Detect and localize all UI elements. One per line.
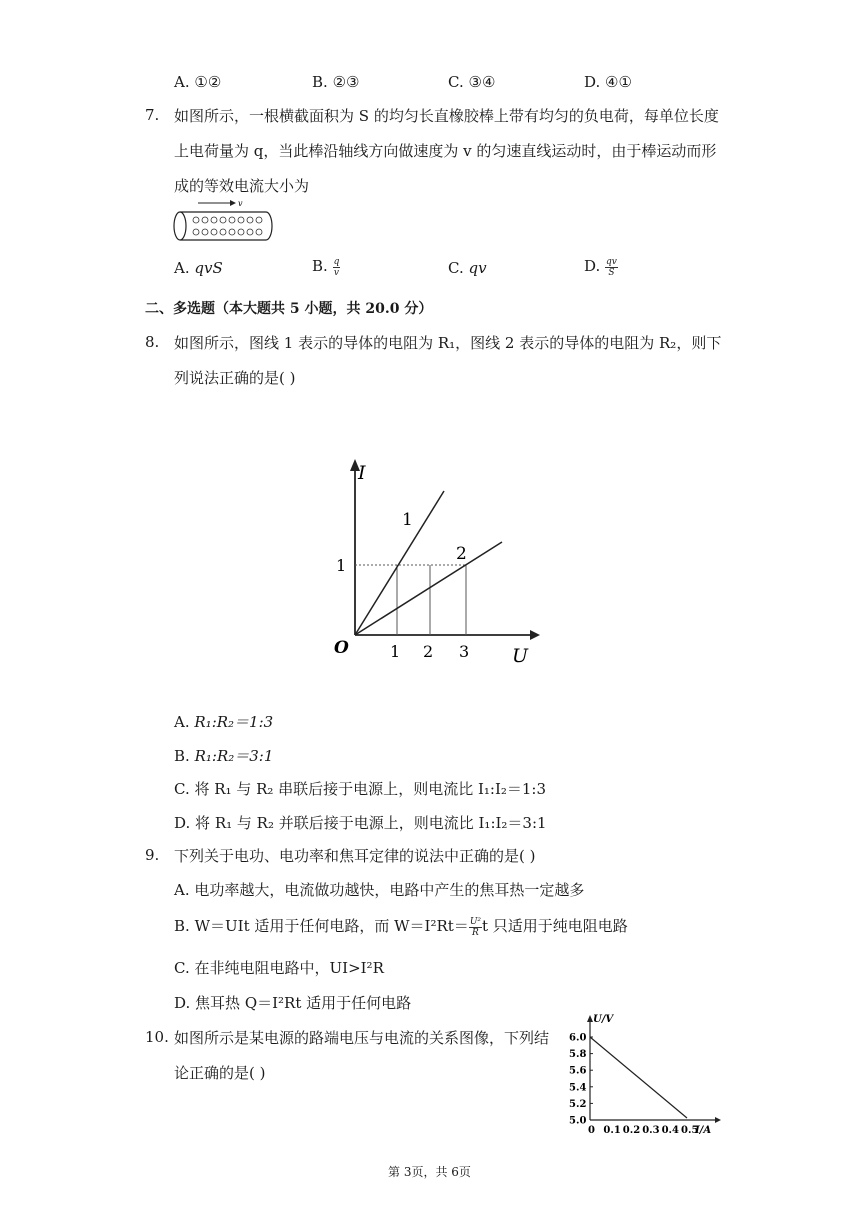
charge-mark [211, 229, 217, 235]
charge-mark [238, 217, 244, 223]
q8-line-2-label: 2 [456, 544, 467, 564]
q8-option-c: C. 将 R₁ 与 R₂ 串联后接于电源上，则电流比 I₁:I₂＝1:3 [174, 780, 547, 798]
q9-option-d: D. 焦耳热 Q＝I²Rt 适用于任何电路 [174, 994, 412, 1012]
q8-stem-line1: 如图所示，图线 1 表示的导体的电阻为 R₁，图线 2 表示的导体的电阻为 R₂，则下 [174, 334, 722, 352]
charge-mark [211, 217, 217, 223]
q6-option-a: A. ①② [174, 73, 222, 91]
charge-mark [238, 229, 244, 235]
q8-origin-label: O [334, 638, 349, 658]
q10-data-line [590, 1037, 687, 1118]
charge-mark [220, 217, 226, 223]
q8-x-tick-1: 1 [390, 642, 401, 661]
q10-x-tick: 0.1 [603, 1125, 621, 1136]
q8-x-tick-2: 2 [423, 642, 434, 661]
q10-x-tick: 0.5 [681, 1125, 699, 1136]
q9-option-b-fraction: $\frac{\text{U²}}{R}$ [469, 916, 482, 938]
q10-y-tick: 5.8 [569, 1049, 587, 1061]
q7-stem-line3: 成的等效电流大小为 [174, 177, 310, 195]
q9-stem: 下列关于电功、电功率和焦耳定律的说法中正确的是( ) [174, 847, 536, 865]
q7-option-c: C. qv [448, 259, 487, 277]
charge-mark [220, 229, 226, 235]
q7-option-b-fraction: $\frac{q}{v}$ [333, 256, 340, 278]
charge-mark [193, 229, 199, 235]
charge-mark [229, 229, 235, 235]
q7-option-a: A. qvS [174, 259, 223, 277]
q8-option-b: B. R₁:R₂＝3:1 [174, 747, 274, 765]
page-footer: 第 3页，共 6页 [388, 1165, 471, 1179]
q10-y-axis-label: U/V [593, 1014, 614, 1025]
charge-mark [202, 217, 208, 223]
q7-negative-charges [193, 217, 262, 235]
q8-x-tick-3: 3 [459, 642, 470, 661]
q8-iu-graph [320, 455, 540, 670]
q10-stem-line1: 如图所示是某电源的路端电压与电流的关系图像，下列结 [174, 1029, 550, 1047]
charge-mark [202, 229, 208, 235]
q8-line-1-label: 1 [402, 510, 413, 530]
q7-rod-figure [170, 197, 280, 247]
q10-x-axis-label: I/A [695, 1125, 712, 1136]
q8-y-axis-label: I [358, 462, 366, 484]
q7-option-d: D. $\frac{qv}{S}$ [584, 256, 617, 278]
q6-option-d: D. ④① [584, 73, 632, 91]
q10-y-tick: 5.6 [569, 1065, 587, 1077]
q8-option-a: A. R₁:R₂＝1:3 [174, 713, 274, 731]
q10-x-tick: 0.3 [642, 1125, 660, 1136]
charge-mark [256, 229, 262, 235]
q6-option-b: B. ②③ [312, 73, 360, 91]
q10-x-tick: 0.4 [661, 1125, 680, 1136]
charge-mark [247, 229, 253, 235]
q8-line-2 [355, 542, 502, 635]
section-title: 二、多选题（本大题共 5 小题，共 20.0 分） [145, 301, 433, 317]
q9-option-c: C. 在非纯电阻电路中，UI>I²R [174, 959, 384, 977]
q8-number: 8. [145, 333, 160, 351]
q10-ui-graph [565, 1012, 730, 1136]
q7-stem-line2: 上电荷量为 q，当此棒沿轴线方向做速度为 v 的匀速直线运动时，由于棒运动而形 [174, 142, 717, 160]
charge-mark [256, 217, 262, 223]
q10-x-tick: 0 [588, 1125, 595, 1136]
q8-x-axis-label: U [512, 645, 529, 667]
q8-stem-line2: 列说法正确的是( ) [174, 369, 296, 387]
charge-mark [193, 217, 199, 223]
q10-x-tick: 0.2 [622, 1125, 641, 1136]
q10-y-tick: 5.4 [569, 1082, 587, 1094]
q7-number: 7. [145, 106, 160, 124]
q9-number: 9. [145, 846, 160, 864]
q8-option-d: D. 将 R₁ 与 R₂ 并联后接于电源上，则电流比 I₁:I₂＝3:1 [174, 814, 547, 832]
q10-y-tick: 5.0 [569, 1115, 587, 1127]
q7-stem-line1: 如图所示，一根横截面积为 S 的均匀长直橡胶棒上带有均匀的负电荷，每单位长度 [174, 107, 719, 125]
q10-y-tick: 6.0 [569, 1032, 587, 1044]
q10-y-tick: 5.2 [569, 1098, 587, 1110]
q10-number: 10. [145, 1028, 169, 1046]
q10-stem-line2: 论正确的是( ) [174, 1064, 266, 1082]
q7-velocity-label: v [238, 199, 243, 208]
q8-y-tick-1: 1 [336, 556, 347, 575]
q8-line-1 [355, 491, 444, 635]
charge-mark [229, 217, 235, 223]
charge-mark [247, 217, 253, 223]
q9-option-b: B. W＝UIt 适用于任何电路，而 W＝I²Rt＝ $\frac{\text{U²}}{R}$ t 只适用于纯电阻电路 [174, 916, 628, 938]
q9-option-a: A. 电功率越大，电流做功越快，电路中产生的焦耳热一定越多 [174, 881, 585, 899]
q7-option-b: B. $\frac{q}{v}$ [312, 256, 340, 278]
q6-option-c: C. ③④ [448, 73, 496, 91]
q7-option-d-fraction: $\frac{qv}{S}$ [606, 256, 617, 278]
